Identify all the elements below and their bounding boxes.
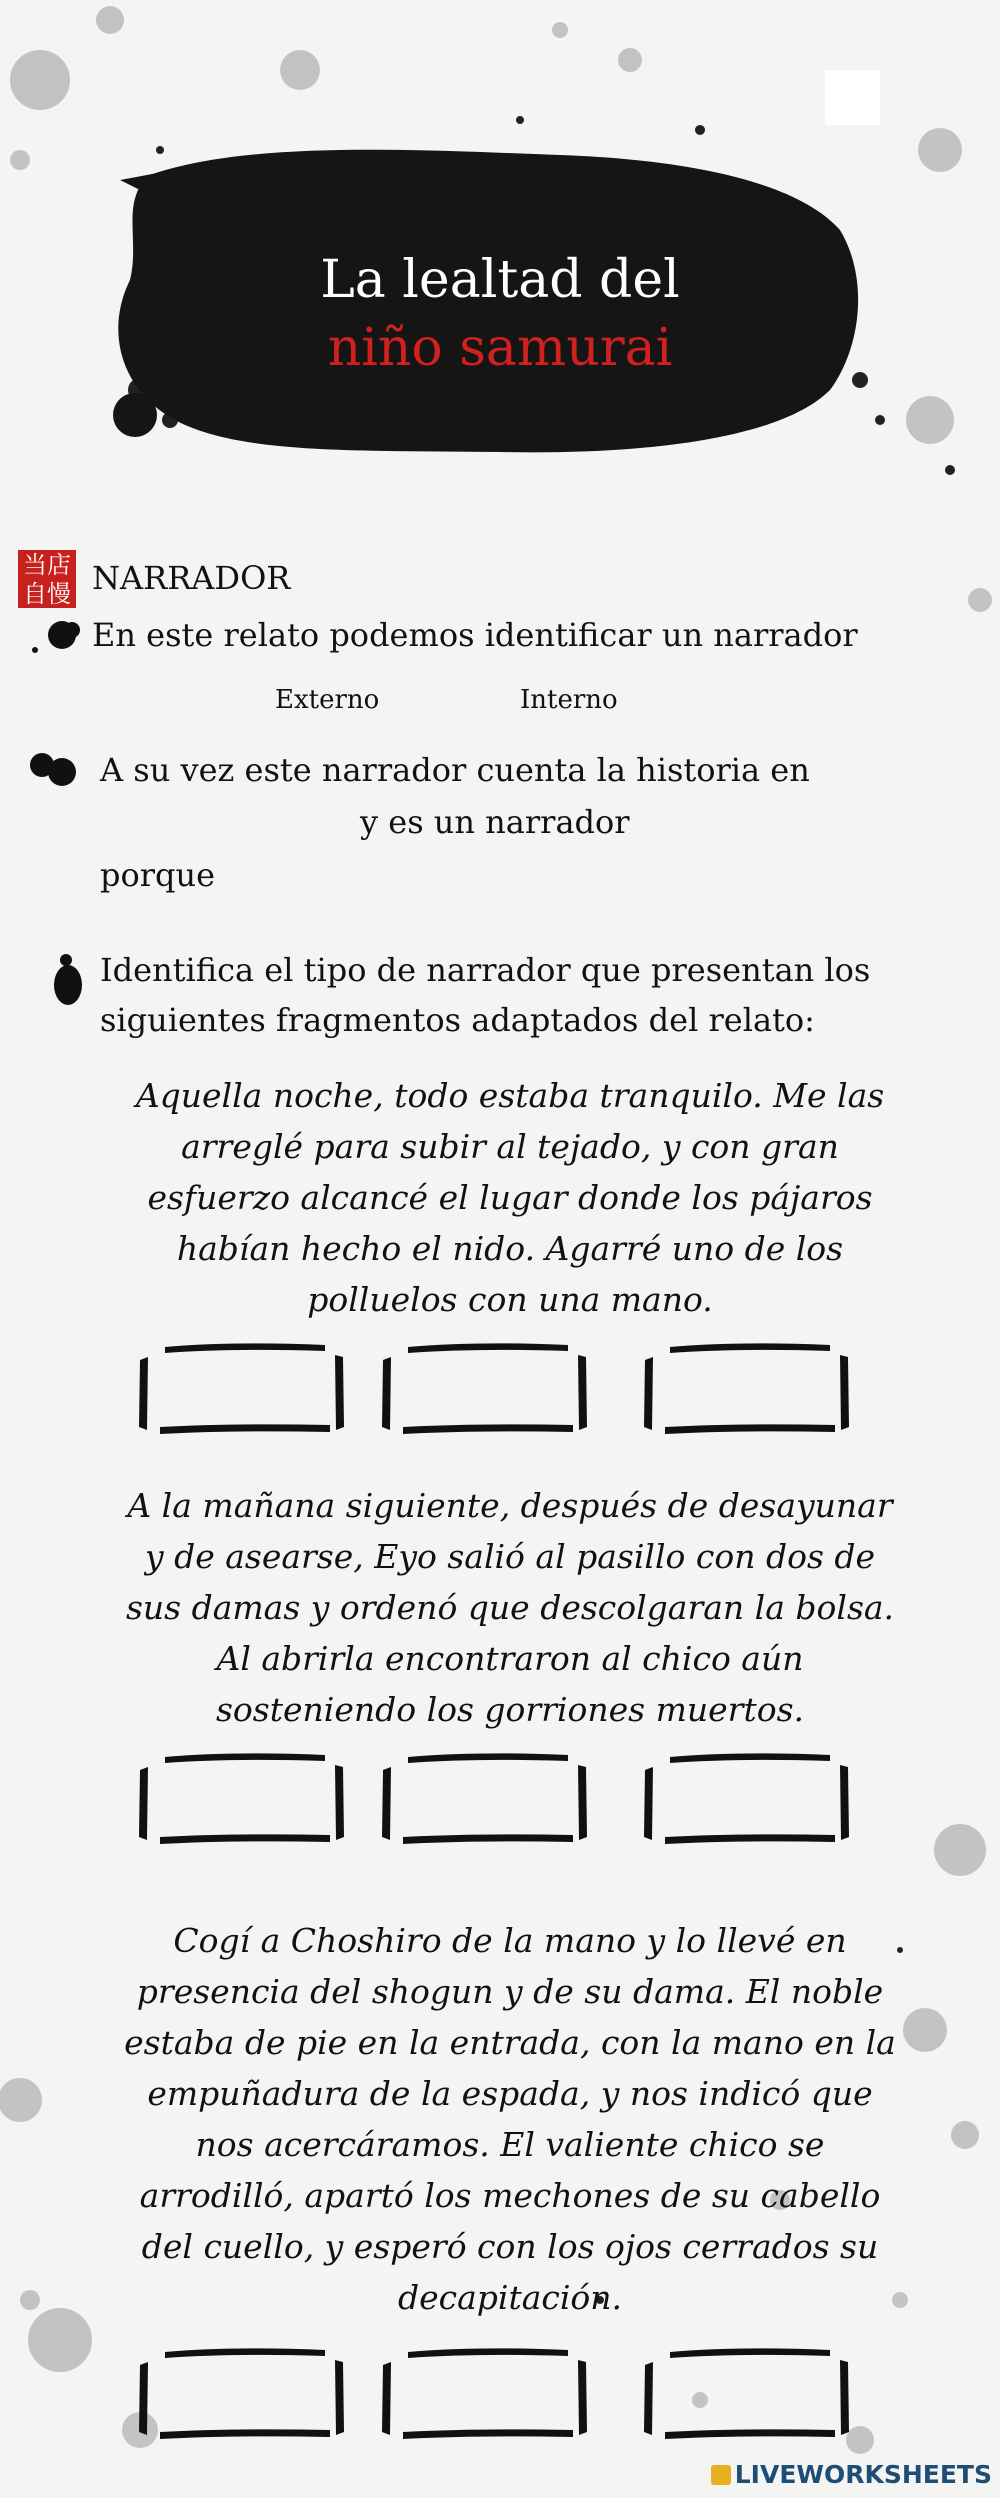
fragment-line: Al abrirla encontraron al chico aún [216, 1639, 804, 1678]
title-line-1: La lealtad del [320, 250, 680, 310]
fragment-line: arrodilló, apartó los mechones de su cabello [139, 2176, 881, 2215]
answer-box-2-2[interactable] [378, 1745, 593, 1850]
q2-line-2: y es un narrador [360, 803, 630, 841]
stamp-char: 慢 [47, 579, 71, 608]
fragment-line: sus damas y ordenó que descolgaran la bolsa. [125, 1588, 895, 1627]
fragment-line: sosteniendo los gorriones muertos. [215, 1690, 805, 1729]
fragment-line: y de asearse, Eyo salió al pasillo con dos de [144, 1537, 876, 1576]
fragment-line: empuñadura de la espada, y nos indicó que [147, 2074, 873, 2113]
answer-box-2-3[interactable] [640, 1745, 855, 1850]
fragment-line: nos acercáramos. El valiente chico se [195, 2125, 825, 2164]
fragment-line: A la mañana siguiente, después de desayunar [127, 1486, 893, 1525]
fragment-1 [115, 1070, 905, 1325]
fragment-line: esfuerzo alcancé el lugar donde los pájaros [147, 1178, 873, 1217]
seal-stamp [18, 550, 76, 608]
answer-box-1-3[interactable] [640, 1335, 855, 1440]
fragment-line: decapitación. [397, 2278, 623, 2317]
answer-box-1-2[interactable] [378, 1335, 593, 1440]
stamp-char: 当 [23, 550, 47, 579]
fragment-line: del cuello, y esperó con los ojos cerrados su [141, 2227, 879, 2266]
q3-line-2: siguientes fragmentos adaptados del relato: [100, 1001, 815, 1039]
option-externo[interactable]: Externo [275, 685, 380, 715]
fragment-line: polluelos con una mano. [307, 1280, 713, 1319]
answer-box-1-1[interactable] [135, 1335, 350, 1440]
footer-brand [711, 2460, 992, 2489]
fragment-2 [115, 1480, 905, 1735]
q1-text: En este relato podemos identificar un narrador [92, 616, 858, 654]
fragment-line: presencia del shogun y de su dama. El noble [136, 1972, 884, 2011]
answer-box-2-1[interactable] [135, 1745, 350, 1850]
fragment-line: Aquella noche, todo estaba tranquilo. Me las [135, 1076, 885, 1115]
q2-line-3: porque [100, 856, 216, 894]
fragment-line: arreglé para subir al tejado, y con gran [181, 1127, 839, 1166]
option-interno[interactable]: Interno [520, 685, 618, 715]
section-heading: NARRADOR [92, 559, 291, 597]
answer-box-3-1[interactable] [135, 2340, 350, 2445]
stamp-char: 店 [47, 550, 71, 579]
answer-box-3-3[interactable] [640, 2340, 855, 2445]
title-line-2: niño samurai [327, 318, 673, 378]
fragment-line: habían hecho el nido. Agarré uno de los [176, 1229, 844, 1268]
q3-line-1: Identifica el tipo de narrador que presentan los [100, 951, 871, 989]
q2-line-1: A su vez este narrador cuenta la historia en [100, 751, 810, 789]
corner-square [825, 70, 880, 125]
answer-box-3-2[interactable] [378, 2340, 593, 2445]
footer-brand-text: LIVEWORKSHEETS [734, 2460, 992, 2489]
fragment-line: estaba de pie en la entrada, con la mano en la [124, 2023, 896, 2062]
fragment-line: Cogí a Choshiro de la mano y lo llevé en [173, 1921, 847, 1960]
stamp-char: 自 [23, 579, 47, 608]
liveworksheets-logo-icon [711, 2465, 731, 2485]
fragment-3 [115, 1915, 905, 2323]
